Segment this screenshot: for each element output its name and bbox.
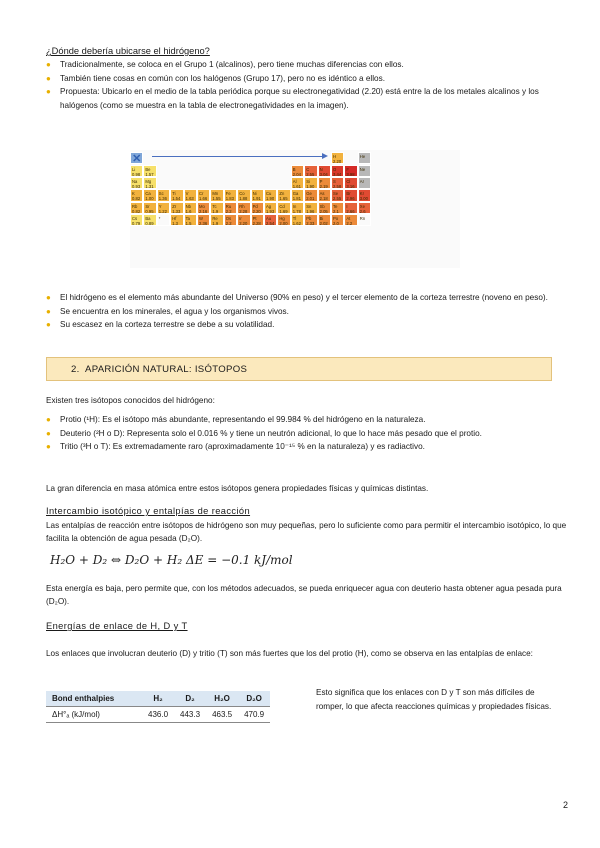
element-cell <box>197 189 210 201</box>
element-symbol: Xe <box>359 203 365 209</box>
element-symbol: As <box>319 191 325 197</box>
element-cell <box>291 177 304 189</box>
subheading-bond-energies: Energías de enlace de H, D y T <box>46 621 188 631</box>
element-symbol: Rb <box>132 203 138 209</box>
element-symbol: Mo <box>199 203 205 209</box>
element-symbol: S <box>333 178 336 184</box>
element-symbol: Ir <box>239 216 242 222</box>
element-value: 2.01 <box>306 196 315 202</box>
element-cell <box>277 189 290 201</box>
element-cell <box>318 189 331 201</box>
element-cell <box>130 177 143 189</box>
element-value: 2.54 <box>266 221 275 227</box>
element-cell <box>304 189 317 201</box>
element-symbol: Y <box>158 203 162 209</box>
element-value: 2.04 <box>292 171 301 177</box>
element-value: 2.96 <box>346 196 355 202</box>
element-cell <box>143 214 156 226</box>
element-value: 2.20 <box>239 221 248 227</box>
element-value: 2.16 <box>199 208 208 214</box>
hydrogen-crossed-cell: ✕ <box>130 152 143 164</box>
element-cell <box>344 214 357 226</box>
element-cell <box>197 202 210 214</box>
element-symbol: Pb <box>306 216 312 222</box>
element-symbol: Po <box>333 216 339 222</box>
element-cell <box>130 202 143 214</box>
electronegativity-periodic-table <box>130 150 460 268</box>
element-value: 1.93 <box>266 208 275 214</box>
element-cell <box>277 214 290 226</box>
element-cell <box>237 189 250 201</box>
element-value: 2.2 <box>346 221 353 227</box>
element-symbol: Sr <box>145 203 150 209</box>
section-heading-hydrogen-position: ¿Dónde debería ubicarse el hidrógeno? <box>46 46 210 56</box>
element-value: 2.28 <box>239 208 248 214</box>
bullet-icon: ● <box>46 60 51 69</box>
element-cell <box>130 165 143 177</box>
element-cell <box>291 214 304 226</box>
element-symbol: Zr <box>172 203 177 209</box>
element-value: 1.9 <box>212 208 219 214</box>
element-value: 3.00 <box>359 196 368 202</box>
element-value: 1.91 <box>252 196 261 202</box>
page-number: 2 <box>563 800 569 810</box>
element-cell <box>143 202 156 214</box>
element-cell <box>277 202 290 214</box>
element-cell <box>358 165 371 177</box>
element-symbol: Mn <box>212 191 219 197</box>
element-value: 3.98 <box>346 171 355 177</box>
element-symbol: B <box>292 166 296 172</box>
element-symbol: Na <box>132 178 138 184</box>
element-symbol: F <box>346 166 349 172</box>
list-item: ● Su escasez en la corteza terrestre se debe a su volatilidad. <box>46 318 566 332</box>
element-symbol: Ar <box>359 178 364 184</box>
element-cell <box>264 214 277 226</box>
element-value: 2.05 <box>319 208 328 214</box>
element-symbol: Li <box>132 166 136 172</box>
element-value: 1.54 <box>172 196 181 202</box>
element-cell <box>251 214 264 226</box>
table-cell: 436.0 <box>142 707 174 723</box>
element-symbol: Ni <box>252 191 257 197</box>
element-value: 0.82 <box>132 196 141 202</box>
element-cell <box>130 214 143 226</box>
element-value: 3.44 <box>333 171 342 177</box>
element-cell <box>143 189 156 201</box>
element-cell <box>304 202 317 214</box>
element-symbol: At <box>346 216 351 222</box>
list-item: ● Tradicionalmente, se coloca en el Grupo 1 (alcalinos), pero tiene muchas diferencias con ellos. <box>46 58 566 72</box>
element-value: 1.96 <box>306 208 315 214</box>
element-value: 1.57 <box>145 171 154 177</box>
element-value: 2.58 <box>333 183 342 189</box>
element-symbol: Re <box>212 216 218 222</box>
element-cell <box>210 214 223 226</box>
element-value: 1.3 <box>172 221 179 227</box>
element-cell <box>157 214 170 226</box>
isotopes-intro: Existen tres isótopos conocidos del hidrógeno: <box>46 396 215 405</box>
element-cell <box>184 202 197 214</box>
list-item: ● También tiene cosas en común con los halógenos (Grupo 17), pero no es idéntico a ellos. <box>46 72 566 86</box>
element-symbol: Cd <box>279 203 285 209</box>
element-value: 1.88 <box>239 196 248 202</box>
element-cell <box>358 177 371 189</box>
element-cell <box>197 214 210 226</box>
element-value: 1.31 <box>145 183 154 189</box>
element-symbol: Ba <box>145 216 151 222</box>
element-value: 2.00 <box>279 221 288 227</box>
element-value: 2.2 <box>225 208 232 214</box>
element-symbol: Pd <box>252 203 258 209</box>
element-cell <box>157 189 170 201</box>
abundance-list <box>46 291 566 332</box>
element-symbol: Rh <box>239 203 245 209</box>
element-value: 2.18 <box>319 196 328 202</box>
element-cell <box>224 189 237 201</box>
element-value: 1.63 <box>185 196 194 202</box>
element-symbol: C <box>306 166 310 172</box>
element-cell <box>358 189 371 201</box>
element-cell <box>224 202 237 214</box>
section-title: 2. APARICIÓN NATURAL: ISÓTOPOS <box>71 364 248 375</box>
element-value: 1.66 <box>199 196 208 202</box>
element-value: 0.95 <box>145 208 154 214</box>
element-symbol: Ta <box>185 216 191 222</box>
element-cell <box>318 214 331 226</box>
element-symbol: Tl <box>292 216 297 222</box>
element-cell <box>304 165 317 177</box>
element-symbol: Fe <box>225 191 231 197</box>
section-banner <box>46 357 552 381</box>
element-symbol: Pt <box>252 216 257 222</box>
element-cell <box>318 165 331 177</box>
element-value: 2.66 <box>346 208 355 214</box>
element-cell <box>237 214 250 226</box>
bond-enthalpy-table <box>46 691 270 723</box>
list-item: ● Protio (¹H): Es el isótopo más abundante, representando el 99.984 % del hidrógeno en la naturaleza. <box>46 413 566 427</box>
hydrogen-position-list <box>46 58 566 112</box>
element-symbol: W <box>199 216 203 222</box>
element-value: 0.82 <box>132 208 141 214</box>
element-cell <box>358 202 371 214</box>
column-header: D₂ <box>174 691 206 707</box>
element-value: 2.1 <box>333 208 339 214</box>
element-symbol: Ga <box>292 191 299 197</box>
element-symbol: Al <box>292 178 297 184</box>
list-item: ● Propuesta: Ubicarlo en el medio de la tabla periódica porque su electronegatividad (2.20) está entre la de los metales alcalinos y los halógenos (como se muestra en la tabla de electronegatividades en la imagen). <box>46 87 539 110</box>
element-symbol: Si <box>306 178 310 184</box>
column-header: D₂O <box>238 691 270 707</box>
element-value: 1.62 <box>292 221 301 227</box>
element-value: 2.0 <box>333 221 339 227</box>
element-value: 2.33 <box>306 221 315 227</box>
column-header: Bond enthalpies <box>46 691 142 707</box>
element-cell <box>210 189 223 201</box>
element-cell <box>304 177 317 189</box>
element-cell <box>264 202 277 214</box>
element-value: 1.33 <box>172 208 181 214</box>
element-symbol: Te <box>333 203 338 209</box>
element-value: 3.16 <box>346 183 355 189</box>
element-symbol: Be <box>145 166 151 172</box>
element-value: 1.36 <box>158 196 167 202</box>
list-item: ● El hidrógeno es el elemento más abundante del Universo (90% en peso) y el tercer elemento de la corteza terrestre (noveno en peso). <box>46 291 566 305</box>
element-symbol: Sc <box>158 191 164 197</box>
element-value: 2.20 <box>252 208 261 214</box>
element-value: 1.78 <box>292 208 301 214</box>
element-cell <box>331 189 344 201</box>
table-cell: 463.5 <box>206 707 238 723</box>
bullet-icon: ● <box>46 442 51 452</box>
element-symbol: Ti <box>172 191 176 197</box>
element-value: 1.81 <box>292 196 301 202</box>
element-cell <box>184 189 197 201</box>
element-cell <box>291 189 304 201</box>
element-value: 2.02 <box>319 221 328 227</box>
element-symbol: Mg <box>145 178 152 184</box>
element-symbol: Nb <box>185 203 191 209</box>
isotopes-summary: La gran diferencia en masa atómica entre estos isótopos genera propiedades físicas y químicas distintas. <box>46 484 429 493</box>
element-symbol: K <box>132 191 135 197</box>
element-value: 2.6 <box>359 208 366 214</box>
arrow-right-icon <box>322 153 328 159</box>
element-symbol: Ge <box>306 191 312 197</box>
element-symbol: Bi <box>319 216 324 222</box>
element-cell <box>170 189 183 201</box>
element-cell <box>331 214 344 226</box>
element-value: 0.89 <box>145 221 154 227</box>
element-symbol: P <box>319 178 323 184</box>
element-cell <box>157 202 170 214</box>
element-symbol: V <box>185 191 189 197</box>
element-value: 2.2 <box>225 221 232 227</box>
element-value: 0.79 <box>132 221 141 227</box>
element-value: 1.00 <box>145 196 154 202</box>
element-value: 1.69 <box>279 208 288 214</box>
table-cell: 443.3 <box>174 707 206 723</box>
element-symbol: Cu <box>266 191 272 197</box>
element-symbol: Tc <box>212 203 217 209</box>
element-value: 2.55 <box>306 171 315 177</box>
column-header: H₂O <box>206 691 238 707</box>
element-symbol: He <box>359 154 366 159</box>
element-symbol: Os <box>225 216 232 222</box>
element-cell <box>291 202 304 214</box>
element-cell <box>130 189 143 201</box>
element-cell <box>358 214 371 226</box>
bullet-icon: ● <box>46 87 51 97</box>
element-symbol: Cs <box>132 216 138 222</box>
element-cell <box>251 202 264 214</box>
list-item: ● Tritio (³H o T): Es extremadamente raro (aproximadamente 10⁻¹⁵ % en la naturaleza) y es radiactivo. <box>46 440 566 454</box>
element-cell <box>170 202 183 214</box>
element-cell <box>358 152 371 164</box>
element-value: 1.90 <box>266 196 275 202</box>
element-cell <box>170 214 183 226</box>
element-value: 2.19 <box>319 183 328 189</box>
element-symbol: Zn <box>279 191 285 197</box>
element-value: 1.90 <box>306 183 315 189</box>
element-cell <box>318 202 331 214</box>
bond-energies-text: Los enlaces que involucran deuterio (D) y tritio (T) son más fuertes que los del protio (H), como se observa en las entalpías de enlace: <box>46 649 533 658</box>
element-cell <box>331 202 344 214</box>
element-value: 0.98 <box>132 171 141 177</box>
list-item: ● Deuterio (²H o D): Representa solo el 0.016 % y tiene un neutrón adicional, lo que lo hace más pesado que el protio. <box>46 427 566 441</box>
arrow-line <box>152 156 324 157</box>
element-cell <box>224 214 237 226</box>
element-cell <box>143 165 156 177</box>
element-value: 1.5 <box>185 221 192 227</box>
element-cell <box>331 177 344 189</box>
element-cell <box>143 177 156 189</box>
table-row <box>46 707 270 723</box>
bullet-icon: ● <box>46 428 51 438</box>
element-symbol: Ag <box>266 203 272 209</box>
element-cell <box>344 165 357 177</box>
element-symbol: Cl <box>346 178 351 184</box>
element-symbol: In <box>292 203 297 209</box>
exchange-text: Las entalpías de reacción entre isótopos de hidrógeno son muy pequeñas, pero lo suficiente como para permitir el intercambio isotópico, lo que facilita la obtención de agua pesada (D₂O). <box>46 521 567 544</box>
element-cell <box>304 214 317 226</box>
column-header: H₂ <box>142 691 174 707</box>
hydrogen-cell: H 2.20 <box>331 152 344 164</box>
element-cell <box>344 177 357 189</box>
table-header-row <box>46 691 270 707</box>
element-value: 1.55 <box>212 196 221 202</box>
element-symbol: Ru <box>225 203 232 209</box>
element-value: 2.36 <box>199 221 208 227</box>
element-cell <box>344 202 357 214</box>
element-symbol: O <box>333 166 337 172</box>
element-symbol: Au <box>266 216 272 222</box>
element-value: 2.55 <box>333 196 342 202</box>
element-value: 1.65 <box>279 196 288 202</box>
element-symbol: Cr <box>199 191 204 197</box>
element-symbol: Ca <box>145 191 151 197</box>
element-symbol: Hg <box>279 216 285 222</box>
element-value: 3.04 <box>319 171 328 177</box>
element-symbol: Se <box>333 191 339 197</box>
element-cell <box>251 189 264 201</box>
element-value: 2.28 <box>252 221 261 227</box>
bullet-icon: ● <box>46 415 51 424</box>
table-cell: 470.9 <box>238 707 270 723</box>
bullet-icon: ● <box>46 320 51 330</box>
list-item: ● Se encuentra en los minerales, el agua y los organismos vivos. <box>46 305 566 319</box>
bullet-icon: ● <box>46 73 51 83</box>
element-value: 1.61 <box>292 183 301 189</box>
element-symbol: Sb <box>319 203 325 209</box>
element-symbol: I <box>346 203 348 209</box>
element-value: 0.93 <box>132 183 141 189</box>
element-symbol: Ne <box>359 166 366 172</box>
element-value: 1.83 <box>225 196 234 202</box>
bullet-icon: ● <box>46 293 51 302</box>
bullet-icon: ● <box>46 306 51 316</box>
element-value: 1.22 <box>158 208 167 214</box>
row-label: ΔH°ₐ (kJ/mol) <box>46 707 142 723</box>
element-symbol: * <box>158 216 161 222</box>
element-symbol: Rn <box>359 216 366 222</box>
element-symbol: N <box>319 166 323 172</box>
element-symbol: Hf <box>172 216 177 222</box>
element-symbol: Kr <box>359 191 364 197</box>
element-cell <box>344 189 357 201</box>
element-symbol: Sn <box>306 203 312 209</box>
element-cell <box>264 189 277 201</box>
element-value: 1.9 <box>212 221 219 227</box>
element-cell <box>210 202 223 214</box>
element-cell <box>184 214 197 226</box>
element-symbol: Br <box>346 191 351 197</box>
element-cell <box>331 165 344 177</box>
subheading-exchange: Intercambio isotópico y entalpías de reacción <box>46 506 251 516</box>
element-value: 1.6 <box>185 208 192 214</box>
exchange-equation: H₂O + D₂ ⇔ D₂O + H₂ ΔE = −0.1 kJ/mol <box>50 553 293 567</box>
element-cell <box>318 177 331 189</box>
exchange-after-text: Esta energía es baja, pero permite que, con los métodos adecuados, se pueda enriquecer agua con deuterio hasta obtener agua pesada pura (D₂O). <box>46 584 562 607</box>
element-cell <box>291 165 304 177</box>
bond-energies-note: Esto significa que los enlaces con D y T son más difíciles de romper, lo que afecta reacciones químicas y propiedades físicas. <box>316 688 552 711</box>
element-symbol: Co <box>239 191 245 197</box>
isotopes-list <box>46 413 566 454</box>
element-cell <box>237 202 250 214</box>
